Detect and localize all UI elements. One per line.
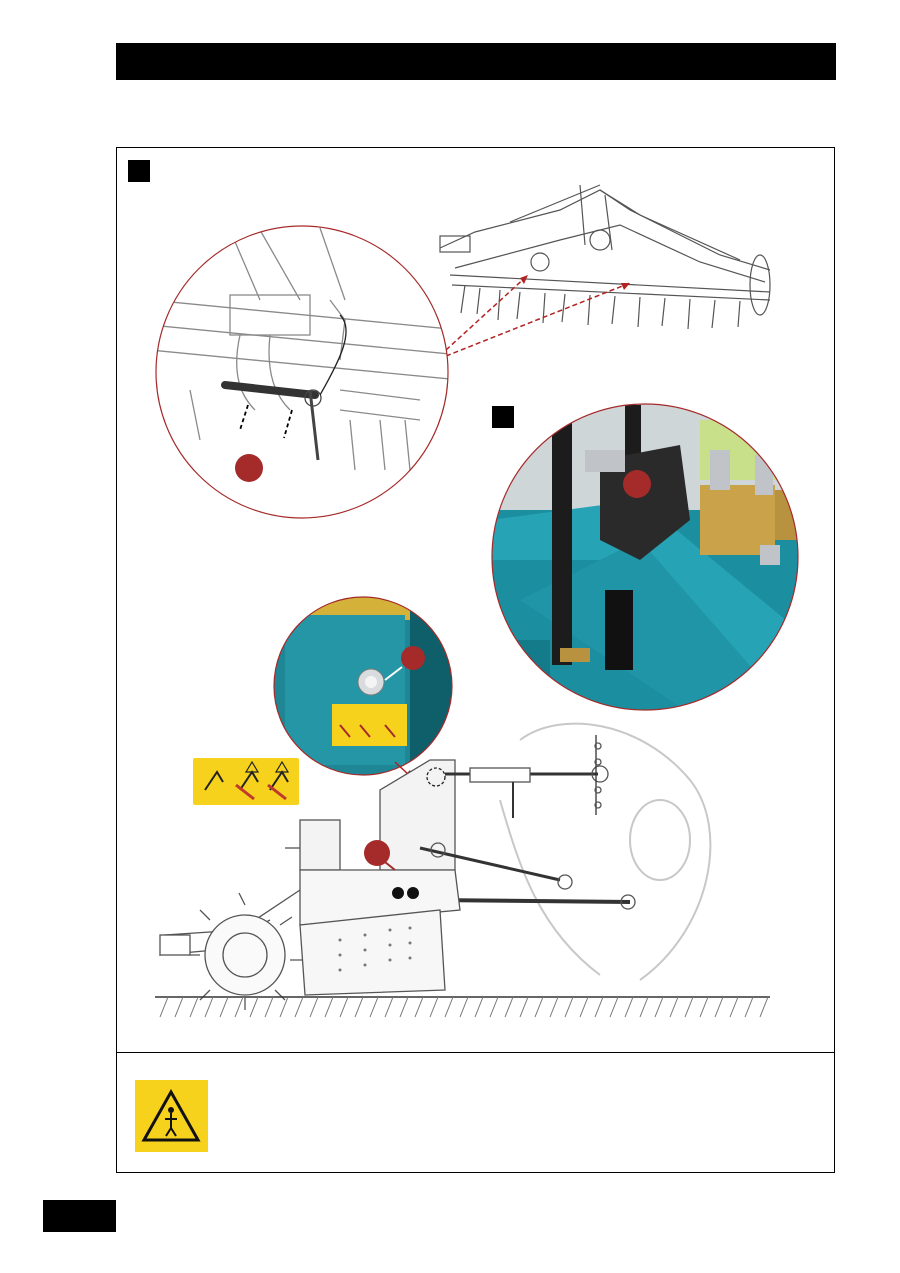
hydraulic-photo-circle [490,400,810,720]
decal-photo-circle [270,595,460,785]
pin-marker-2 [407,887,419,899]
warning-crush-icon [135,1080,208,1152]
pin-marker-1 [392,887,404,899]
page-number-tab [43,1200,116,1232]
decal-illustration [193,758,299,805]
callout-badge-c [401,646,425,670]
ground-line [155,997,770,1017]
harrow-line-drawing [440,185,770,329]
callout-lines-a [446,275,630,356]
callout-badge-b [623,470,651,498]
pin-detail-circle [150,226,460,518]
callout-badge-a [235,454,263,482]
tractor-tyre-faded [500,724,710,980]
callout-arrowheads-a [520,275,630,290]
